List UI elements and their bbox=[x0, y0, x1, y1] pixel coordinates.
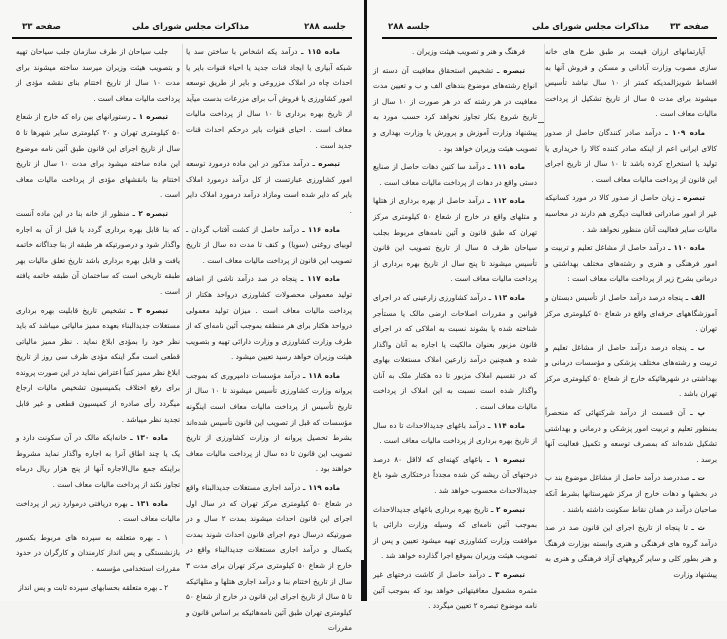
paragraph: ماده ۱۰۹ ـ درآمد صادر کنندگان حاصل از صدور کالای ایرانی اعم از اینکه صادر کننده کالا را خریداری یا تولید یا استخراج کرده باشد تا ۱۰ سال از تاریخ اجرای این قانون از پرداخت مالیات معاف است . bbox=[545, 127, 717, 184]
paragraph: تبصره ۲ ـ تاریخ بهره برداری باغهای جدیدالاحداث بموجب آئین نامه‌ای که وسیله وزارت دارائی با موافقت وزارت کشاورزی تهیه میشود تعیین و پس از تصویب هیئت وزیران بموقع اجرا گذارده خواهد شد . bbox=[373, 504, 537, 561]
paragraph: ماده ۱۳۰ ـ خانه‌ایکه مالک در آن سکونت دارد و یک یا چند اطاق آنرا به اجاره واگذار نماید مشروط براینکه جمع مال‌الاجاره آنها از پنج هزار ریال درماه تجاوز نکند از پرداخت مالیات معاف است . bbox=[16, 433, 180, 490]
right-page bbox=[368, 0, 727, 611]
paragraph: ث ـ تا پنجاه از تاریخ اجرای این قانون صد در صد درآمد گروه های فرهنگی و هنری وابسته بوزارت فرهنگ و هنر بطور کلی و سایر گروههای آزاد فرهنگی و هنری به پیشنهاد وزارت bbox=[545, 523, 717, 579]
left-page-number: صفحه ۳۳ bbox=[22, 22, 61, 32]
paragraph: پ ـ آن قسمت از درآمد شرکتهائی که منحصراً بمنظور تعلیم و تربیت امور پزشکی و درمانی و بهداشتی تشکیل شده‌اند که بمصرف توسعه و تکمیل فعالیت آنها برسد . bbox=[545, 408, 717, 464]
paragraph: تبصره ـ درآمد مذکور در این ماده درمورد توسعه امور کشاورزی عبارتست از کل درآمد درمورد املاک بایر که دایر شده است ومازاد درآمد درمورد املاک دایر . bbox=[186, 159, 352, 215]
right-page-publication: مذاکرات مجلس شورای ملی bbox=[532, 22, 650, 32]
left-page-publication: مذاکرات مجلس شورای ملی bbox=[132, 22, 250, 32]
left-page bbox=[0, 0, 366, 633]
right-page-number: صفحه ۳۳ bbox=[670, 22, 709, 32]
paragraph: تبصره ـ زیان حاصل از صدور کالا در مورد کسانیکه غیر از امور صادراتی فعالیت دیگری هم دارند در محاسبه مالیات سایر فعالیت آنان منظور نخواهد شد . bbox=[545, 193, 717, 234]
paragraph: ماده ۱۱۴ ـ درآمد باغهای جدیدالاحداث تا ده سال از تاریخ بهره برداری از پرداخت مالیات معاف است . bbox=[373, 420, 537, 446]
margin-mark bbox=[538, 122, 544, 123]
right-page-header bbox=[382, 22, 717, 36]
paragraph: تبصره ۱ ـ رستورانهای بین راه که خارج از شعاع ۵۰ کیلومتری تهران و ۲۰ کیلومتری سایر شهرها تا ۵ سال از تاریخ اجرای این قانون طبق آئین نامه موضوع این ماده ساخته میشود برای مدت ۱۰ سال از تاریخ اختتام بنا بانقشهای مؤدی از پرداخت مالیات معاف است . bbox=[16, 112, 180, 200]
paragraph: ماده ۱۱۰ ـ درآمد حاصل از مشاغل تعلیم و تربیت و امور فرهنگی و هنری و رشته‌های مختلف بهداشتی و درمانی بشرح زیر از پرداخت مالیات معاف است : bbox=[545, 243, 717, 284]
page-gutter-shadow bbox=[361, 560, 367, 601]
paragraph: ماده ۱۱۷ ـ پنجاه در صد درآمد ناشی از اضافه تولید معمولی محصولات کشاورزی درواحد هکتار از پرداخت مالیات معاف است . میزان تولید معمولی درواحد هکتار برای هر منطقه بموجب آئین نامه‌ای که از طرف وزارت کشاورزی و وزارت دارائی تهیه و بتصویب هیئت وزیران خواهد رسید تعیین میشود . bbox=[186, 274, 352, 362]
paragraph: ب ـ پنجاه درصد درآمد حاصل از مشاغل تعلیم و تربیت و رشته‌های مختلف پزشکی و مؤسسات درمانی و بهداشتی در شهرهائیکه خارج از شعاع ۵۰ کیلومتری مرکز تهران باشد . bbox=[545, 342, 717, 399]
right-page-session: جلسه ۲۸۸ bbox=[388, 22, 430, 32]
paragraph: ماده ۱۱۹ ـ درآمد اجاری مستغلات جدیدالبناء واقع در شعاع ۵۰ کیلومتری مرکز تهران که در سال اول اجرای این قانون احداث میشوند بمدت ۲ سال و در صورتیکه درسال دوم اجرای قانون احداث شوند بمدت یکسال و درآمد اجاری مستغلات جدیدالبناء واقع در خارج از شعاع ۵۰ کیلومتری مرکز تهران برای مدت ۳ سال از تاریخ اختتام بنا و درآمد اجاری هتلها و متلهائیکه تا ۵ سال از تاریخ اجرای این قانون در خارج از شعاع ۵۰ کیلومتری تهران طبق آئین نامه‌هائیکه بر اساس قانون و مقررات bbox=[186, 483, 353, 633]
paragraph: تبصره ـ تشخیص استحقاق معافیت آن دسته از انواع رشته‌های موضوع بندهای الف و ب و تعیین مدت معافیت در هر رشته که در هر صورت از ۱۰ سال از تاریخ شروع بکار تجاوز نخواهد کرد حسب مورد به پیشنهاد وزارت آموزش و پرورش یا وزارت بهداری و تصویب هیئت وزیران خواهد بود . bbox=[373, 65, 537, 153]
left-page-column-right bbox=[186, 44, 352, 639]
page-gutter bbox=[364, 0, 367, 601]
paragraph: جلب سیاحان از طرف سازمان جلب سیاحان تهیه و بتصویب هیئت وزیران میرسد ساخته میشوند برای مدت ۱۰ سال از تاریخ اختتام بنای نقشه مؤدی از پرداخت مالیات معاف است . bbox=[16, 47, 180, 103]
paragraph: ماده ۱۱۸ ـ درآمد مؤسسات دامپروری که بموجب پروانه وزارت کشاورزی تأسیس میشوند تا ۱۰ سال از تاریخ تأسیس از پرداخت مالیات معاف است اینگونه مؤسسات که قبل از تصویب این قانون تأسیس شده‌اند بشرط تحصیل پروانه از وزارت کشاورزی از تاریخ تصویب این قانون تا ده سال از پرداخت مالیات معاف خواهند بود . bbox=[186, 370, 352, 474]
paragraph: ت ـ صددرصد درآمد حاصل از مشاغل موضوع بند ب در بخشها و دهات خارج از مرکز شهرستانها بشرط آنکه صاحبان درآمد در همان نقاط سکونت داشته باشند . bbox=[545, 473, 717, 514]
paragraph: تبصره ۳ ـ درآمد حاصل از کاشت درختهای غیر مثمره مشمول معافیتهائی خواهد بود که بموجب آئین نامه موضوع تبصره ۲ تعیین میگردد . bbox=[373, 570, 537, 611]
paragraph: ماده ۱۱۳ ـ درآمد کشاورزی زارعینی که در اجرای قوانین و مقررات اصلاحات ارضی مالک یا مستأجر شناخته شده یا بشوند نسبت به املاکی که در اجرای قانون مزبور بعنوان مالکیت یا اجاره به آنان واگذار شده و همچنین درآمد زارعین املاک مستغلات بهاوی که در تقسیم املاک مزبور تا ده هکتار ملک به آنان واگذار شده است نسبت به این املاک از پرداخت مالیات معاف است . bbox=[373, 292, 537, 412]
left-page-column-left bbox=[16, 44, 180, 598]
header-rule bbox=[12, 37, 352, 39]
paragraph: تبصره ۳ ـ تشخیص تاریخ قابلیت بهره برداری مستغلات جدیدالبناء بعهده ممیز مالیاتی میباشد که باید نظر خود را بمؤدی ابلاغ نماید . نظر ممیز مالیاتی قطعی است مگر اینکه مؤدی ظرف سی روز از تاریخ ابلاغ نظر ممیز کتباً اعتراض نماید در این صورت پرونده برای رفع اختلاف بکمیسیون تشخیص مالیات ارجاع میگردد رأی صادره از کمیسیون قطعی و غیر قابل تجدید نظر میباشد . bbox=[16, 305, 180, 424]
paragraph: تبصره ۲ ـ منظور از خانه بنا در این ماده آنست که بنا قابل بهره برداری گردد یا قبل از آن به اجاره واگذار شود و درصورتیکه هر طبقه از بنا جداگانه خاتمه یافت و قابل بهره برداری باشد تاریخ تعلق مالیات بهر طبقه تاریخی است که ساختمان آن طبقه خاتمه یافته است . bbox=[16, 208, 180, 296]
paragraph: ماده ۱۱۶ ـ درآمد حاصل از کشت آفتاب گردان ـ لوبیای روغنی (سویا) و کنف تا مدت ده سال از تاریخ تصویب این قانون از پرداخت مالیات معاف است . bbox=[186, 224, 352, 265]
paragraph: ماده ۱۳۱ ـ بهره دریافتی درموارد زیر از پرداخت مالیات معاف است . bbox=[16, 498, 180, 524]
right-page-column-right bbox=[545, 44, 717, 586]
paragraph: ۲ ـ بهره متعلقه بحسابهای سپرده ثابت و پس انداز bbox=[18, 582, 168, 592]
paragraph: تبصره ۱ ـ باغهای کهنه‌ای که لااقل ۸۰ درصد درختهای آن ریشه کن شده مجدداً درختکاری شود باغ جدیدالاحداث محسوب خواهد شد . bbox=[373, 454, 537, 496]
column-divider bbox=[182, 44, 183, 544]
paragraph: آپارتمانهای ارزان قیمت بر طبق طرح های خانه سازی مصوب وزارت آبادانی و مسکن و فروش آنها به اقساط شویزالمدیکه کمتر از ۱۰ سال نباشد تأسیس میشوند برای مدت ۵ سال از تاریخ تشکیل از پرداخت مالیات معاف است . bbox=[545, 47, 717, 119]
paragraph: ماده ۱۱۲ ـ درآمد حاصل از بهره برداری از هتلها و متلهای واقع در خارج از شعاع ۵۰ کیلومتری مرکز تهران که طبق قانون و آئین نامه‌های مربوط بجلب سیاحان ظرف ۵ سال از تاریخ تصویب این قانون تأسیس میشوند تا پنج سال از تاریخ بهره برداری از پرداخت مالیات معاف است . bbox=[373, 196, 538, 284]
paragraph: ماده ۱۱۵ ـ درآمد یکه اشخاص با ساختن سد یا شبکه آبیاری یا ایجاد قنات جدید یا احیاء قنوات بایر یا احداث چاه در املاک مزروعی و بایر از طریق توسعه امور کشاورزی یا فروش آب برای مزرعات بدست میآید از تاریخ بهره برداری تا ۱۰ سال از پرداخت مالیات معاف است . احیای قنوات بایر درحکم احداث قنات جدید است . bbox=[186, 47, 352, 150]
left-page-session: جلسه ۲۸۸ bbox=[304, 22, 346, 32]
paragraph: ۱ ـ بهره متعلقه به سپرده های مربوط بکسور بازنشستگی و پس انداز کارمندان و کارگران در حدود مقررات استخدامی مؤسسه . bbox=[16, 532, 180, 573]
paragraph: الف ـ پنجاه درصد درآمد حاصل از تأسیس دبستان و آموزشگاههای حرفه‌ای واقع در شعاع ۵۰ کیلومتری مرکز تهران . bbox=[545, 292, 717, 334]
paragraph: ماده ۱۱۱ ـ درآمد سا کنین دهات حاصل از صنایع دستی واقع در دهات از پرداخت مالیات معاف است . bbox=[373, 162, 537, 187]
header-rule bbox=[382, 37, 717, 39]
right-page-column-left bbox=[373, 44, 537, 617]
paragraph: فرهنگ و هنر و تصویب هیئت وزیران . bbox=[411, 47, 525, 56]
left-page-header bbox=[12, 22, 352, 36]
